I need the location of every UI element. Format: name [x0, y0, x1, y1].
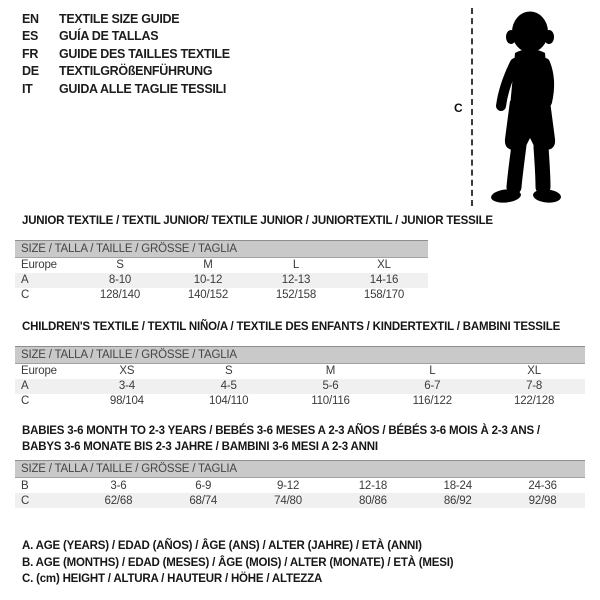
size-cell: 10-12	[193, 274, 223, 286]
language-title-list	[22, 10, 230, 98]
language-code: DE	[22, 64, 39, 79]
legend-line: A. AGE (YEARS) / EDAD (AÑOS) / ÂGE (ANS) / ALTER (JAHRE) / ETÀ (ANNI)	[22, 540, 422, 552]
size-cell: 12-18	[358, 479, 388, 492]
section-title-line: CHILDREN'S TEXTILE / TEXTIL NIÑO/A / TEXTILE DES ENFANTS / KINDERTEXTIL / BAMBINI TESSILE	[22, 321, 561, 333]
section-babies	[15, 424, 585, 508]
size-cell: L	[292, 259, 300, 271]
size-cell: 7-8	[526, 380, 543, 392]
table-row	[15, 394, 585, 409]
language-code: ES	[22, 29, 39, 44]
table-row	[15, 478, 585, 493]
size-cell: 110/116	[311, 395, 350, 407]
size-cell: 18-24	[443, 479, 472, 492]
size-cell: 5-6	[322, 380, 339, 392]
size-cell: S	[116, 259, 124, 271]
size-cell: 158/170	[363, 289, 405, 301]
language-code: EN	[22, 11, 39, 26]
table-row	[15, 493, 585, 508]
size-cell: XL	[527, 365, 541, 377]
section-children	[15, 320, 585, 409]
row-label: C	[21, 395, 30, 407]
legend	[22, 538, 453, 588]
size-cell: 62/68	[104, 494, 133, 507]
size-cell: 3-6	[110, 479, 127, 492]
size-cell: 92/98	[528, 494, 557, 507]
toddler-silhouette-icon	[484, 9, 576, 205]
row-label: A	[21, 380, 29, 392]
size-cell: 98/104	[109, 395, 144, 407]
row-label: A	[21, 274, 29, 286]
language-title: TEXTILE SIZE GUIDE	[59, 11, 180, 26]
size-header-bar: SIZE / TALLA / TAILLE / GRÖSSE / TAGLIA	[15, 240, 428, 258]
legend-line: B. AGE (MONTHS) / EDAD (MESES) / ÂGE (MOIS) / ALTER (MONATE) / ETÀ (MESI)	[22, 556, 454, 569]
section-title	[22, 320, 585, 336]
size-table-junior	[15, 258, 428, 303]
language-title: GUIDA ALLE TAGLIE TESSILI	[59, 81, 227, 96]
row-label: Europe	[21, 365, 57, 377]
size-cell: XS	[119, 365, 135, 377]
size-cell: M	[203, 259, 213, 271]
size-cell: 12-13	[281, 274, 311, 286]
size-cell: 74/80	[274, 494, 302, 507]
size-cell: 14-16	[369, 274, 399, 286]
size-cell: 80/86	[359, 494, 387, 507]
language-row	[22, 28, 230, 46]
size-cell: XL	[377, 259, 391, 271]
row-label: Europe	[21, 259, 57, 271]
legend-line: C. (cm) HEIGHT / ALTURA / HAUTEUR / HÖHE / ALTEZZA	[22, 573, 323, 585]
section-title	[22, 214, 493, 230]
size-cell: S	[224, 365, 233, 377]
row-label: C	[21, 494, 30, 507]
table-row	[15, 364, 585, 379]
table-row	[15, 258, 428, 273]
language-code: FR	[22, 46, 39, 61]
language-title: GUIDE DES TAILLES TEXTILE	[59, 46, 230, 61]
size-table-children	[15, 364, 585, 409]
height-figure	[440, 0, 600, 215]
size-cell: 6-9	[195, 479, 212, 492]
size-cell: 104/110	[209, 395, 249, 407]
section-title-line: BABIES 3-6 MONTH TO 2-3 YEARS / BEBÉS 3-6 MESES A 2-3 AÑOS / BÉBÉS 3-6 MOIS À 2-3 ANS /	[22, 425, 540, 437]
height-measure-label: C	[454, 101, 463, 115]
size-cell: 4-5	[220, 380, 237, 392]
language-row	[22, 45, 230, 63]
size-cell: 128/140	[99, 289, 141, 301]
size-header-bar: SIZE / TALLA / TAILLE / GRÖSSE / TAGLIA	[15, 460, 585, 478]
size-cell: 8-10	[108, 274, 132, 286]
size-cell: 68/74	[189, 494, 218, 507]
section-junior	[15, 214, 493, 303]
language-code: IT	[22, 81, 33, 96]
size-cell: 116/122	[412, 395, 452, 407]
row-label: B	[21, 479, 29, 492]
language-row	[22, 80, 230, 98]
language-title: TEXTILGRÖßENFÜHRUNG	[59, 64, 213, 79]
size-header-bar: SIZE / TALLA / TAILLE / GRÖSSE / TAGLIA	[15, 346, 585, 364]
table-row	[15, 288, 428, 303]
size-cell: 122/128	[514, 395, 555, 407]
table-row	[15, 379, 585, 394]
section-title	[22, 424, 585, 455]
table-row	[15, 273, 428, 288]
size-cell: 152/158	[275, 289, 317, 301]
language-row	[22, 63, 230, 81]
size-cell: 9-12	[276, 479, 300, 492]
size-cell: 24-36	[528, 479, 557, 492]
size-cell: 86/92	[443, 494, 472, 507]
height-measure-line	[471, 8, 473, 206]
language-title: GUÍA DE TALLAS	[59, 29, 159, 44]
size-cell: 140/152	[187, 289, 229, 301]
size-cell: M	[325, 365, 336, 377]
size-cell: L	[429, 365, 436, 377]
size-cell: 6-7	[424, 380, 441, 392]
row-label: C	[21, 289, 30, 301]
size-cell: 3-4	[118, 380, 135, 392]
size-table-babies	[15, 478, 585, 508]
section-title-line: BABYS 3-6 MONATE BIS 2-3 JAHRE / BAMBINI 3-6 MESI A 2-3 ANNI	[22, 440, 378, 453]
section-title-line: JUNIOR TEXTILE / TEXTIL JUNIOR/ TEXTILE JUNIOR / JUNIORTEXTIL / JUNIOR TESSILE	[22, 215, 493, 227]
language-row	[22, 10, 230, 28]
